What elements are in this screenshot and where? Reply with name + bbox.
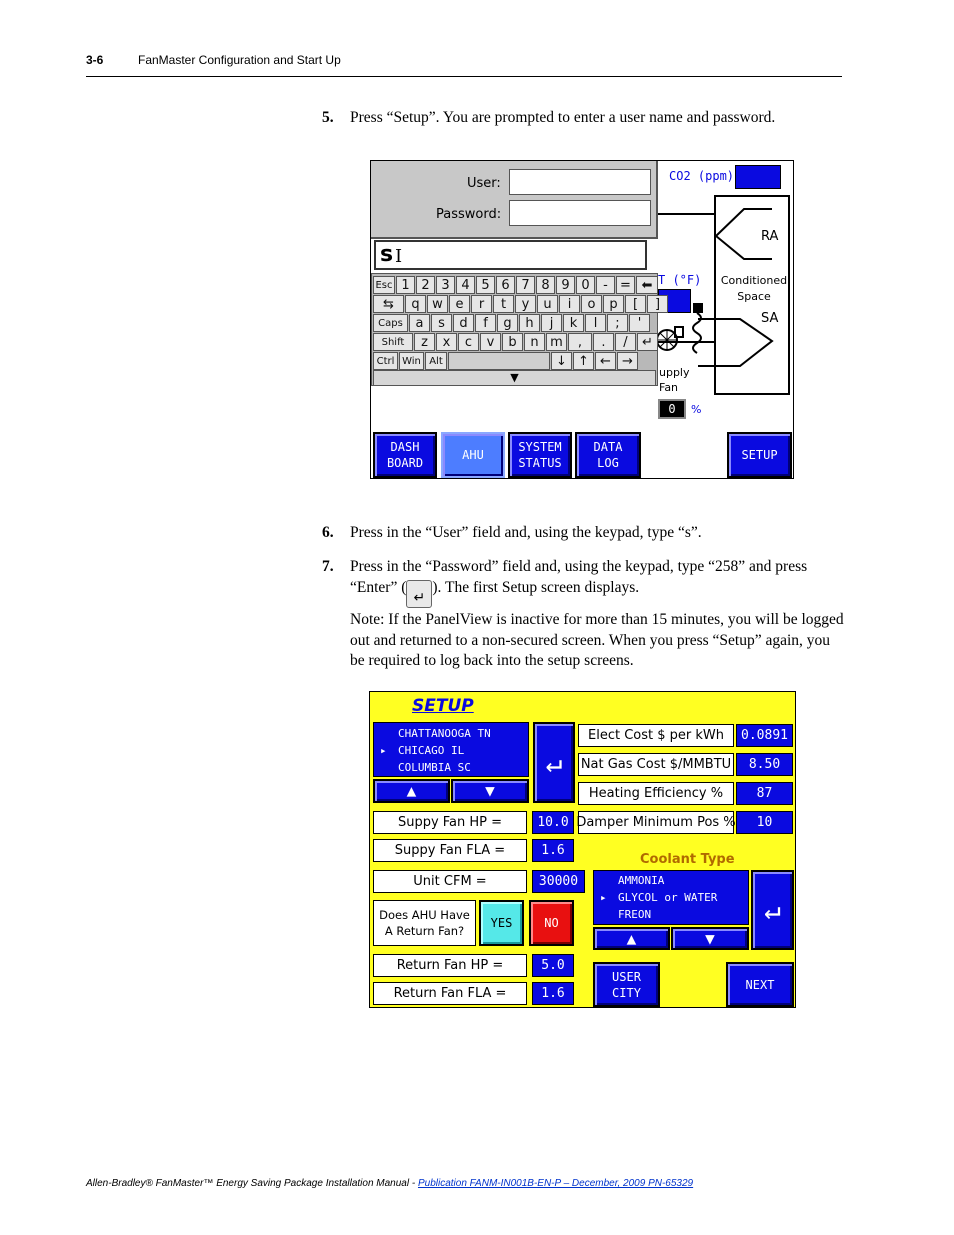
step-text: Press in the “User” field and, using the keypad, type “s”.	[350, 524, 702, 541]
keyboard-key[interactable]: q	[405, 295, 426, 313]
step-text	[350, 556, 844, 608]
keyboard-key[interactable]: y	[515, 295, 536, 313]
city-item[interactable]: COLUMBIA SC	[398, 761, 471, 774]
keyboard-key[interactable]: 9	[556, 276, 575, 294]
nat-gas-value[interactable]: 8.50	[736, 753, 793, 776]
system-status-button[interactable]: SYSTEM STATUS	[508, 432, 572, 478]
coolant-enter-button[interactable]: ↵	[751, 870, 794, 950]
header-rule	[86, 76, 842, 77]
publication-link[interactable]: Publication FANM-IN001B-EN-P – December, 2009 PN-65329	[417, 1178, 694, 1189]
keyboard-key[interactable]: z	[414, 333, 435, 351]
co2-label: CO2 (ppm)	[669, 169, 735, 183]
unit-cfm-label: Unit CFM =	[373, 870, 527, 893]
setup-screen	[369, 691, 796, 1008]
keyboard-row-modifiers	[373, 352, 639, 370]
keyboard-key[interactable]: /	[615, 333, 636, 351]
keyboard-key[interactable]	[448, 352, 550, 370]
keyboard-key[interactable]: p	[603, 295, 624, 313]
city-item-selected[interactable]: ▸ CHICAGO IL	[380, 744, 465, 757]
supply-fan-fla-label: Suppy Fan FLA =	[373, 839, 527, 862]
keyboard-key[interactable]: h	[519, 314, 540, 332]
step-text-b: ). The first Setup screen displays.	[432, 579, 640, 596]
keyboard-key[interactable]: Esc	[373, 276, 395, 294]
damper-min-label: Damper Minimum Pos %	[578, 811, 734, 834]
city-up-button[interactable]: ▲	[373, 779, 450, 803]
text-cursor: I	[395, 246, 403, 267]
keyboard-key[interactable]: k	[563, 314, 584, 332]
keyboard-key[interactable]: ←	[595, 352, 616, 370]
keyboard-key[interactable]: w	[427, 295, 448, 313]
user-city-button[interactable]: USER CITY	[593, 962, 660, 1007]
keyboard-key[interactable]: l	[585, 314, 606, 332]
keyboard-key[interactable]: ⬅	[636, 276, 658, 294]
keyboard-key[interactable]: ⇆	[373, 295, 404, 313]
sa-label: SA	[761, 311, 779, 326]
keyboard-collapse-button[interactable]: ▼	[373, 370, 656, 386]
keyboard-key[interactable]: ]	[647, 295, 668, 313]
keyboard-row-zxcv	[373, 333, 659, 351]
keyboard-key[interactable]: Shift	[373, 333, 413, 351]
keyboard-row-numbers	[373, 276, 659, 294]
fan-icon	[657, 323, 685, 357]
heating-efficiency-label: Heating Efficiency %	[578, 782, 734, 805]
user-field[interactable]	[509, 169, 651, 195]
keyboard-key[interactable]: b	[502, 333, 523, 351]
return-fan-fla-label: Return Fan FLA =	[373, 982, 527, 1005]
keyboard-key[interactable]: r	[471, 295, 492, 313]
keyboard-key[interactable]: 2	[416, 276, 435, 294]
keyboard-key[interactable]: a	[409, 314, 430, 332]
nat-gas-label: Nat Gas Cost $/MMBTU	[578, 753, 734, 776]
keyboard-key[interactable]: i	[559, 295, 580, 313]
ra-label: RA	[761, 229, 779, 244]
keyboard-key[interactable]: ↑	[573, 352, 594, 370]
step-text: Press “Setup”. You are prompted to enter a user name and password.	[350, 109, 776, 126]
keyboard-key[interactable]: Win	[399, 352, 424, 370]
coolant-up-button[interactable]: ▲	[593, 927, 670, 950]
city-down-button[interactable]: ▼	[451, 779, 529, 803]
setup-title: SETUP	[412, 696, 474, 716]
supply-fan-hp-value[interactable]: 10.0	[532, 811, 574, 834]
ahu-button[interactable]: AHU	[441, 432, 505, 478]
keyboard-key[interactable]: [	[625, 295, 646, 313]
password-field[interactable]	[509, 200, 651, 226]
keyboard-row-qwerty	[373, 295, 669, 313]
setup-button[interactable]: SETUP	[727, 432, 792, 478]
co2-value	[735, 165, 781, 189]
elect-cost-label: Elect Cost $ per kWh	[578, 724, 734, 747]
keyboard-key[interactable]: =	[616, 276, 635, 294]
dashboard-button[interactable]: DASH BOARD	[373, 432, 437, 478]
entry-field[interactable]	[374, 240, 647, 270]
login-screen	[370, 160, 794, 479]
temp-label: T (°F)	[658, 273, 702, 287]
keyboard-key[interactable]: 3	[436, 276, 455, 294]
manual-title: Allen-Bradley® FanMaster™ Energy Saving Package Installation Manual -	[86, 1178, 418, 1189]
user-label: User:	[467, 176, 501, 191]
selected-marker-icon: ▸	[380, 744, 387, 757]
keyboard-key[interactable]: .	[593, 333, 614, 351]
return-fan-fla-value[interactable]: 1.6	[532, 982, 574, 1005]
coolant-list[interactable]	[593, 870, 749, 925]
keyboard-key[interactable]: s	[431, 314, 452, 332]
fan-speed-value: 0	[658, 399, 686, 419]
keyboard-key[interactable]: ,	[568, 333, 592, 351]
keyboard-key[interactable]: Alt	[425, 352, 447, 370]
fan-speed-unit: %	[691, 403, 702, 416]
return-fan-yes-button[interactable]: YES	[479, 900, 524, 946]
keyboard-key[interactable]: c	[458, 333, 479, 351]
keyboard-key[interactable]: -	[596, 276, 615, 294]
page-number: 3-6	[86, 53, 104, 67]
selected-marker-icon: ▸	[600, 891, 607, 904]
return-fan-no-button[interactable]: NO	[529, 900, 574, 946]
keyboard-key[interactable]: ↵	[637, 333, 658, 351]
keyboard-key[interactable]: →	[617, 352, 638, 370]
step-number: 6.	[322, 524, 334, 541]
keyboard-key[interactable]: v	[480, 333, 501, 351]
keyboard-key[interactable]: Ctrl	[373, 352, 398, 370]
return-fan-question: Does AHU Have A Return Fan?	[373, 900, 476, 946]
keyboard-row-asdf	[373, 314, 651, 332]
coolant-item-selected[interactable]: ▸ GLYCOL or WATER	[600, 891, 718, 904]
supply-fan-label: upply Fan	[659, 366, 690, 394]
unit-cfm-value[interactable]: 30000	[532, 870, 585, 893]
keyboard-key[interactable]: x	[436, 333, 457, 351]
keyboard-key[interactable]: ↓	[551, 352, 572, 370]
city-list[interactable]	[373, 722, 529, 777]
heating-efficiency-value[interactable]: 87	[736, 782, 793, 805]
keyboard-key[interactable]: ;	[607, 314, 628, 332]
keyboard-key[interactable]: 8	[536, 276, 555, 294]
coolant-down-button[interactable]: ▼	[671, 927, 749, 950]
city-enter-button[interactable]: ↵	[533, 722, 575, 803]
section-title: FanMaster Configuration and Start Up	[138, 53, 341, 67]
keyboard-key[interactable]: 6	[496, 276, 515, 294]
step-number: 7.	[322, 558, 334, 575]
keyboard-key[interactable]: 1	[396, 276, 415, 294]
keyboard-key[interactable]: f	[475, 314, 496, 332]
keyboard-key[interactable]: '	[629, 314, 650, 332]
return-fan-hp-label: Return Fan HP =	[373, 954, 527, 977]
step-text-a: Press in the “Password” field and, using the keypad, type “258” and press “Enter” (	[350, 558, 808, 596]
login-dialog	[371, 161, 658, 239]
step-number: 5.	[322, 109, 334, 126]
inactivity-note: Note: If the PanelView is inactive for more than 15 minutes, you will be logged out and returned to a non-secured screen. When you press “Setup” again, you be required to log back into the setup screens.	[350, 611, 844, 669]
elect-cost-value[interactable]: 0.0891	[736, 724, 793, 747]
next-button[interactable]: NEXT	[726, 962, 794, 1007]
damper-min-value[interactable]: 10	[736, 811, 793, 834]
sensor-square	[693, 303, 703, 313]
footer	[86, 1178, 693, 1189]
keyboard-key[interactable]: j	[541, 314, 562, 332]
keyboard-key[interactable]: 7	[516, 276, 535, 294]
data-log-button[interactable]: DATA LOG	[575, 432, 641, 478]
keyboard-key[interactable]: 4	[456, 276, 475, 294]
duct-line-top	[658, 213, 714, 215]
keyboard-key[interactable]: g	[497, 314, 518, 332]
password-label: Password:	[436, 207, 502, 222]
keyboard-key[interactable]: n	[524, 333, 545, 351]
city-item[interactable]: CHATTANOOGA TN	[398, 727, 491, 740]
coolant-item[interactable]: AMMONIA	[618, 874, 665, 887]
return-fan-hp-value[interactable]: 5.0	[532, 954, 574, 977]
keyboard-key[interactable]: 5	[476, 276, 495, 294]
supply-fan-hp-label: Suppy Fan HP =	[373, 811, 527, 834]
heating-coil-icon	[689, 313, 705, 357]
conditioned-space-label: Conditioned Space	[720, 274, 788, 303]
coolant-item[interactable]: FREON	[618, 908, 652, 921]
keyboard-key[interactable]: t	[493, 295, 514, 313]
coolant-type-title: Coolant Type	[640, 852, 735, 867]
keyboard-key[interactable]: m	[546, 333, 567, 351]
enter-key-icon: ↵	[406, 580, 432, 608]
keyboard-key[interactable]: u	[537, 295, 558, 313]
keyboard-key[interactable]: e	[449, 295, 470, 313]
entry-text: s	[380, 242, 394, 267]
supply-fan-fla-value[interactable]: 1.6	[532, 839, 574, 862]
keyboard-key[interactable]: Caps	[373, 314, 408, 332]
keyboard-key[interactable]: d	[453, 314, 474, 332]
keyboard-key[interactable]: 0	[576, 276, 595, 294]
onscreen-keyboard	[371, 273, 661, 386]
keyboard-key[interactable]: o	[581, 295, 602, 313]
